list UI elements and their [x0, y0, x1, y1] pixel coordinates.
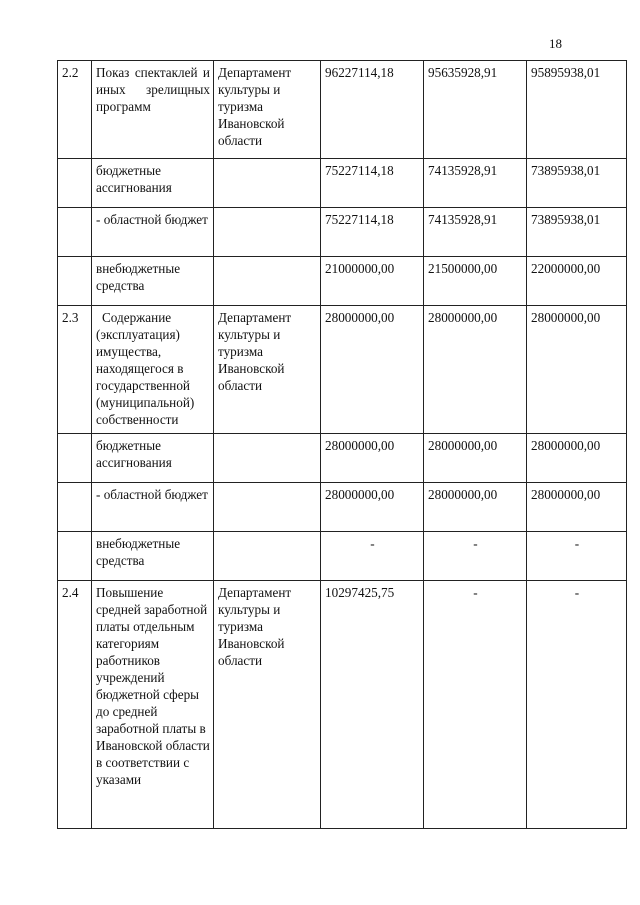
department [214, 532, 321, 581]
page-number: 18 [549, 36, 562, 51]
value-year-2: 21500000,00 [424, 257, 527, 306]
item-number: 2.2 [58, 61, 92, 159]
value-year-1: 28000000,00 [321, 434, 424, 483]
item-number [58, 483, 92, 532]
table-row [58, 434, 627, 483]
value-year-1: 10297425,75 [321, 581, 424, 829]
item-name: бюджетные ассигнования [92, 434, 214, 483]
value-year-2: - [424, 532, 527, 581]
item-name: Показ спектаклей и иных зрелищных программ [92, 61, 214, 159]
item-number [58, 434, 92, 483]
item-name: - областной бюджет [92, 208, 214, 257]
table-row [58, 61, 627, 159]
item-number [58, 208, 92, 257]
item-number: 2.4 [58, 581, 92, 829]
value-year-2: 28000000,00 [424, 483, 527, 532]
table-row [58, 159, 627, 208]
department [214, 159, 321, 208]
value-year-2: 28000000,00 [424, 434, 527, 483]
table-row [58, 208, 627, 257]
department [214, 483, 321, 532]
item-name: Повышение средней заработной платы отдельным категориям работников учреждений бюджетной сферы до средней заработной платы в Ивановской области в соответствии с указами [92, 581, 214, 829]
table-row [58, 581, 627, 829]
department [214, 208, 321, 257]
value-year-1: 28000000,00 [321, 483, 424, 532]
value-year-2: - [424, 581, 527, 829]
department: Департамент культуры и туризма Ивановской области [214, 306, 321, 434]
value-year-3: 73895938,01 [527, 159, 627, 208]
item-number: 2.3 [58, 306, 92, 434]
value-year-3: 73895938,01 [527, 208, 627, 257]
value-year-3: 22000000,00 [527, 257, 627, 306]
value-year-3: - [527, 532, 627, 581]
table-row [58, 532, 627, 581]
value-year-1: 75227114,18 [321, 159, 424, 208]
value-year-3: 95895938,01 [527, 61, 627, 159]
value-year-2: 74135928,91 [424, 159, 527, 208]
department [214, 257, 321, 306]
value-year-3: 28000000,00 [527, 483, 627, 532]
table-row [58, 257, 627, 306]
value-year-1: 21000000,00 [321, 257, 424, 306]
item-number [58, 257, 92, 306]
value-year-3: 28000000,00 [527, 434, 627, 483]
department: Департамент культуры и туризма Ивановской области [214, 61, 321, 159]
value-year-2: 28000000,00 [424, 306, 527, 434]
value-year-2: 95635928,91 [424, 61, 527, 159]
value-year-1: 96227114,18 [321, 61, 424, 159]
item-name: Содержание (эксплуатация) имущества, находящегося в государственной (муниципальной) собственности [92, 306, 214, 434]
value-year-1: 75227114,18 [321, 208, 424, 257]
item-name: бюджетные ассигнования [92, 159, 214, 208]
value-year-3: 28000000,00 [527, 306, 627, 434]
department: Департамент культуры и туризма Ивановской области [214, 581, 321, 829]
table-row [58, 306, 627, 434]
item-name: - областной бюджет [92, 483, 214, 532]
item-name: внебюджетные средства [92, 532, 214, 581]
value-year-1: 28000000,00 [321, 306, 424, 434]
budget-table [57, 60, 627, 829]
table-row [58, 483, 627, 532]
value-year-2: 74135928,91 [424, 208, 527, 257]
department [214, 434, 321, 483]
value-year-1: - [321, 532, 424, 581]
item-number [58, 159, 92, 208]
item-number [58, 532, 92, 581]
item-name: внебюджетные средства [92, 257, 214, 306]
value-year-3: - [527, 581, 627, 829]
